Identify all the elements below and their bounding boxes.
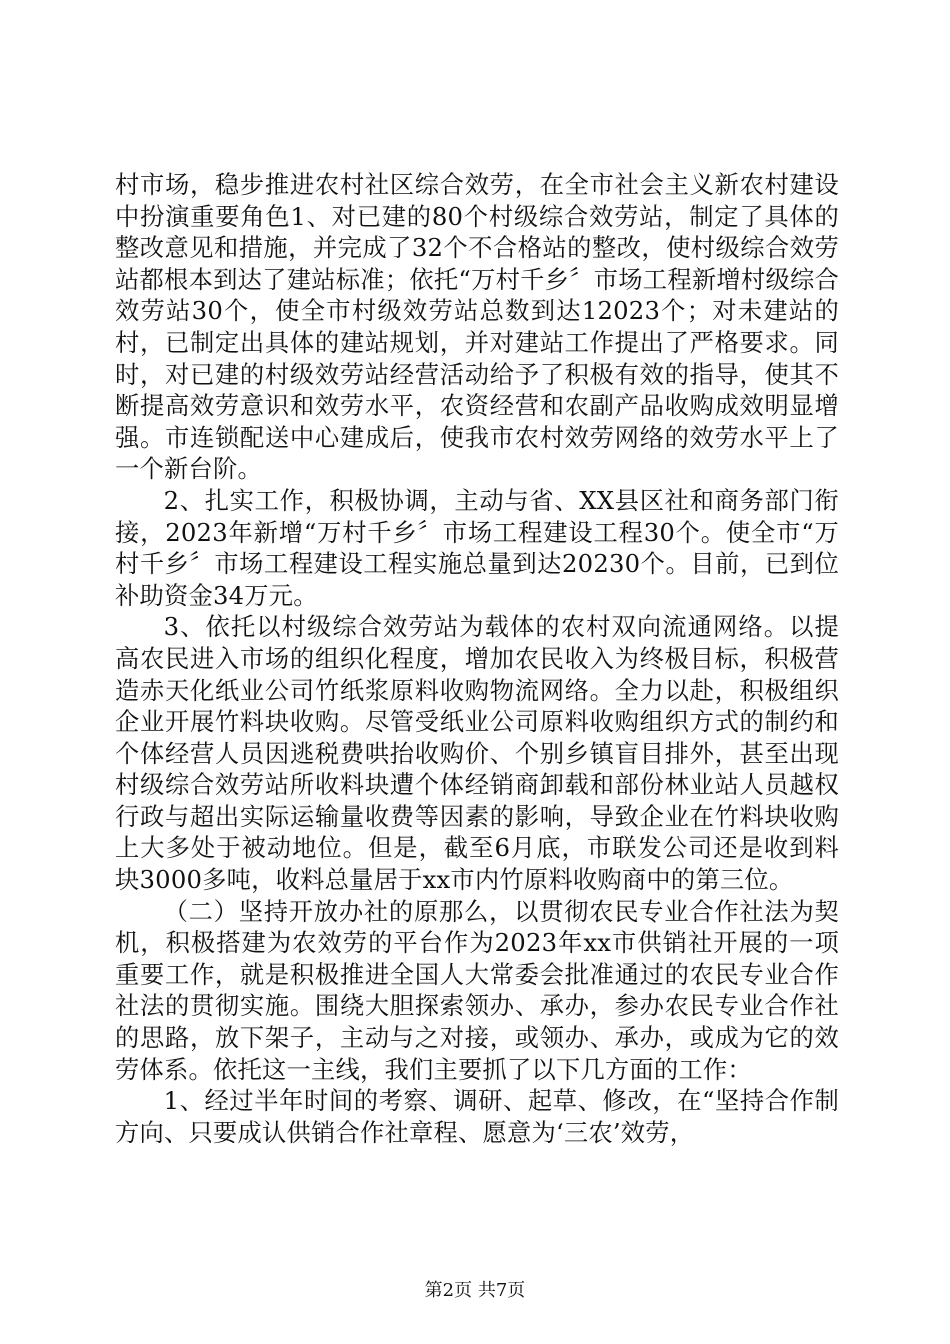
paragraph-section-two-item-1: 1、经过半年时间的考察、调研、起草、修改，在“坚持合作制方向、只要成认供销合作社章程、愿意为‘三农’效劳， (115, 1086, 839, 1147)
paragraph-continuation: 村市场，稳步推进农村社区综合效劳，在全市社会主义新农村建设中扮演重要角色1、对已建的80个村级综合效劳站，制定了具体的整改意见和措施，并完成了32个不合格站的整改，使村级综合效劳站都根本到达了建站标准；依托“万村千乡〞市场工程新增村级综合效劳站30个，使全市村级效劳站总数到达12023个；对未建站的村，已制定出具体的建站规划，并对建站工作提出了严格要求。同时，对已建的村级效劳站经营活动给予了积极有效的指导，使其不断提高效劳意识和效劳水平，农资经营和农副产品收购成效明显增强。市连锁配送中心建成后，使我市农村效劳网络的效劳水平上了一个新台阶。 (115, 170, 839, 484)
paragraph-3: 3、依托以村级综合效劳站为载体的农村双向流通网络。以提高农民进入市场的组织化程度，增加农民收入为终极目标，积极营造赤天化纸业公司竹纸浆原料收购物流网络。全力以赴，积极组织企业开展竹料块收购。尽管受纸业公司原料收购组织方式的制约和个体经营人员因逃税费哄抬收购价、个别乡镇盲目排外，甚至出现村级综合效劳站所收料块遭个体经销商卸载和部份林业站人员越权行政与超出实际运输量收费等因素的影响，导致企业在竹料块收购上大多处于被动地位。但是，截至6月底，市联发公司还是收到料块3000多吨，收料总量居于xx市内竹原料收购商中的第三位。 (115, 612, 839, 895)
paragraph-section-two: （二）坚持开放办社的原那么，以贯彻农民专业合作社法为契机，积极搭建为农效劳的平台作为2023年xx市供销社开展的一项重要工作，就是积极推进全国人大常委会批准通过的农民专业合作社法的贯彻实施。围绕大胆探索领办、承办，参办农民专业合作社的思路，放下架子，主动与之对接，或领办、承办，或成为它的效劳体系。依托这一主线，我们主要抓了以下几方面的工作： (115, 896, 839, 1084)
page-footer: 第2页 共7页 (424, 1280, 526, 1301)
document-body (115, 169, 839, 1148)
paragraph-2: 2、扎实工作，积极协调，主动与省、XX县区社和商务部门衔接，2023年新增“万村千乡〞市场工程建设工程30个。使全市“万村千乡〞市场工程建设工程实施总量到达20230个。目前，已到位补助资金34万元。 (115, 485, 839, 610)
